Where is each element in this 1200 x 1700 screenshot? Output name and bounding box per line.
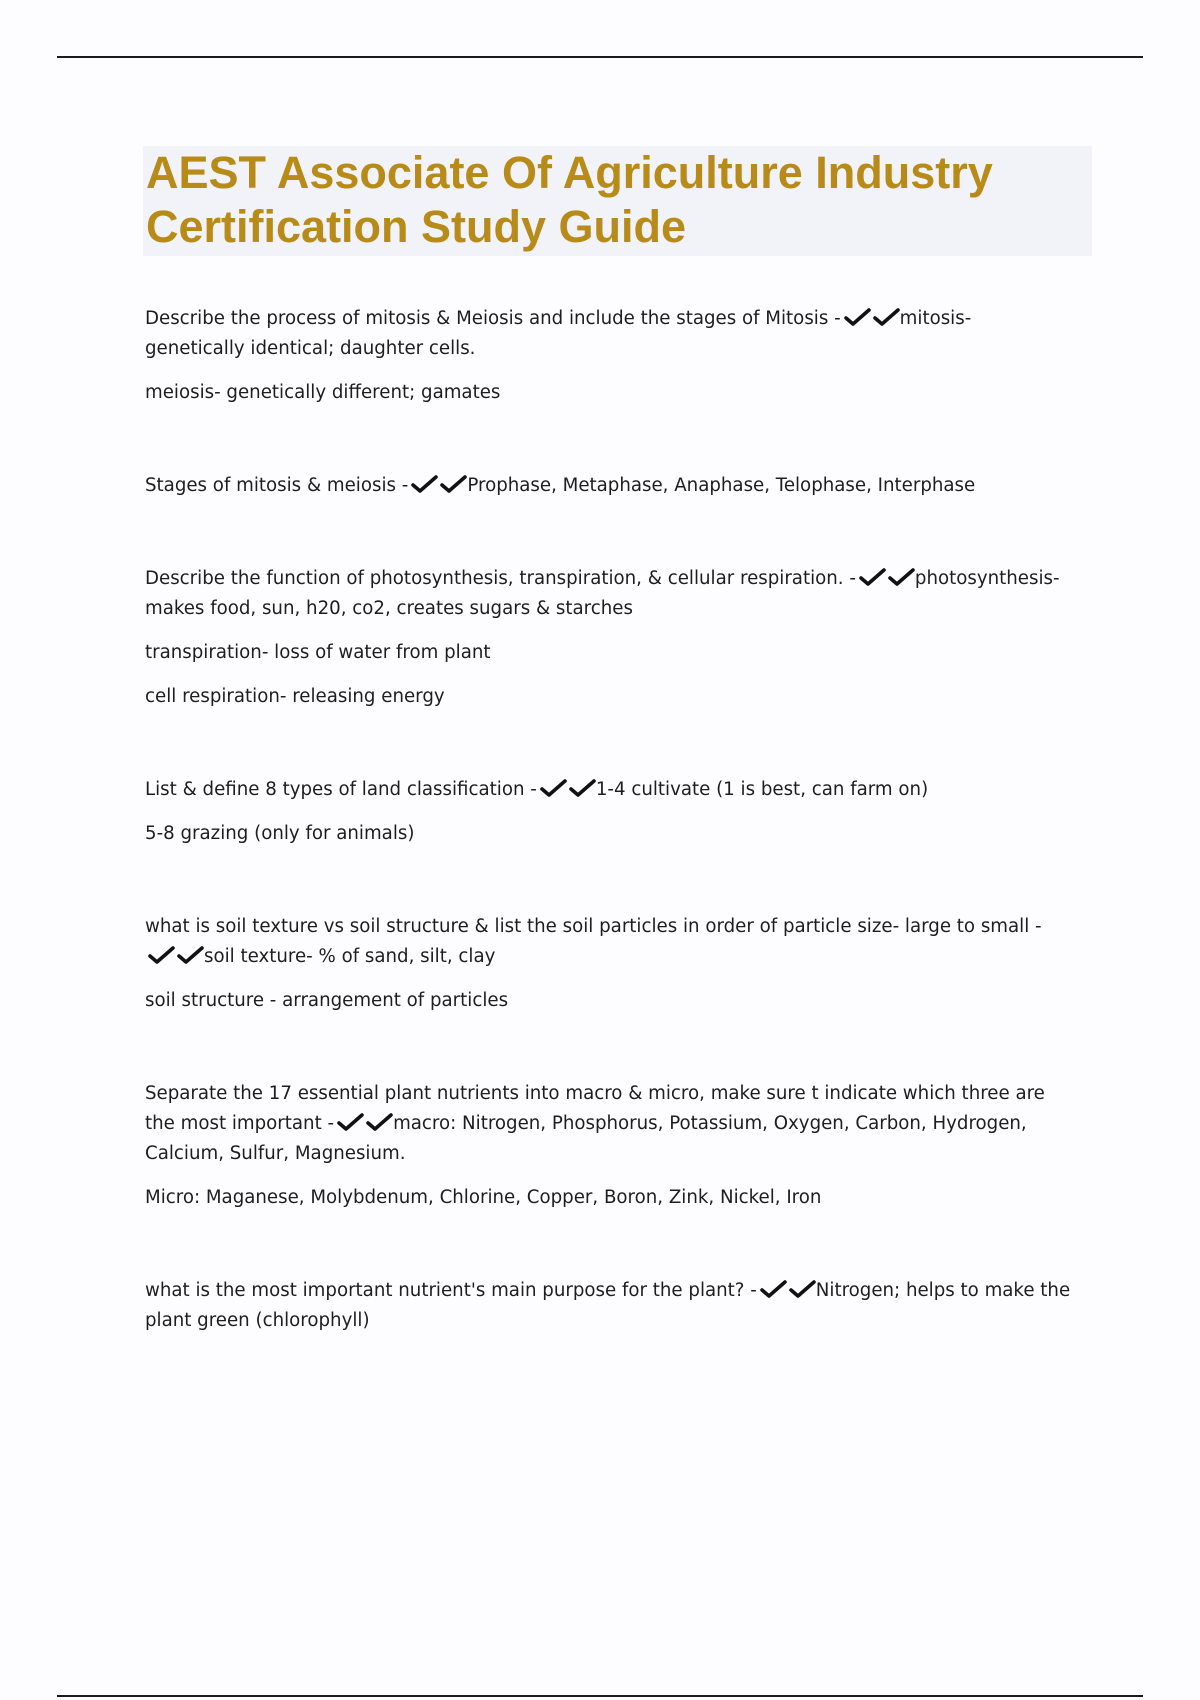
checkmark-icon (337, 1112, 364, 1132)
title-banner (143, 146, 1092, 256)
answer-extra-line: soil structure - arrangement of particles (145, 990, 509, 1011)
question-text: what is the most important nutrient's main purpose for the plant? - (145, 1280, 757, 1301)
answer-text: photosynthesis- makes food, sun, h20, co2, creates sugars & starches (145, 568, 1060, 619)
checkmark-icon (844, 307, 871, 327)
question-text: Stages of mitosis & meiosis - (145, 475, 409, 496)
answer-text: Nitrogen; helps to make the plant green (chlorophyll) (145, 1280, 1071, 1331)
checkmark-icon (411, 474, 438, 494)
qa-item (145, 1276, 1075, 1336)
answer-extra-line: transpiration- loss of water from plant (145, 642, 491, 663)
qa-item (145, 564, 1075, 712)
study-guide-body (145, 304, 1075, 1399)
qa-item (145, 471, 1075, 501)
qa-line (145, 304, 1075, 364)
answer-extra-line: 5-8 grazing (only for animals) (145, 823, 415, 844)
answer-extra-line: cell respiration- releasing energy (145, 686, 445, 707)
checkmark-icon (540, 778, 567, 798)
qa-line (145, 1276, 1075, 1336)
answer-extra-line: Micro: Maganese, Molybdenum, Chlorine, Copper, Boron, Zink, Nickel, Iron (145, 1187, 822, 1208)
qa-item (145, 912, 1075, 1016)
answer-text: mitosis- genetically identical; daughter cells. (145, 308, 972, 359)
checkmark-icon (148, 945, 175, 965)
checkmark-icon (873, 307, 900, 327)
bottom-divider (57, 1695, 1143, 1697)
checkmark-icon (177, 945, 204, 965)
qa-line (145, 775, 1075, 805)
checkmark-icon (789, 1279, 816, 1299)
checkmark-icon (859, 567, 886, 587)
top-divider (57, 56, 1143, 58)
question-text: what is soil texture vs soil structure & list the soil particles in order of particle size- large to small - (145, 916, 1042, 937)
qa-line (145, 471, 1075, 501)
qa-line (145, 1079, 1075, 1169)
answer-text: macro: Nitrogen, Phosphorus, Potassium, Oxygen, Carbon, Hydrogen, Calcium, Sulfur, Magnesium. (145, 1113, 1027, 1164)
qa-item (145, 304, 1075, 408)
qa-item (145, 1079, 1075, 1213)
question-text: Describe the function of photosynthesis, transpiration, & cellular respiration. - (145, 568, 856, 589)
question-text: Separate the 17 essential plant nutrients into macro & micro, make sure t indicate which three are the most important - (145, 1083, 1045, 1134)
checkmark-icon (569, 778, 596, 798)
page-title: AEST Associate Of Agriculture Industry Certification Study Guide (146, 147, 993, 252)
question-text: List & define 8 types of land classification - (145, 779, 537, 800)
question-text: Describe the process of mitosis & Meiosis and include the stages of Mitosis - (145, 308, 841, 329)
qa-line (145, 564, 1075, 624)
answer-text: 1-4 cultivate (1 is best, can farm on) (595, 779, 929, 800)
answer-text: Prophase, Metaphase, Anaphase, Telophase, Interphase (467, 475, 976, 496)
answer-extra-line: meiosis- genetically different; gamates (145, 382, 501, 403)
checkmark-icon (888, 567, 915, 587)
checkmark-icon (440, 474, 467, 494)
checkmark-icon (366, 1112, 393, 1132)
qa-line (145, 912, 1075, 972)
checkmark-icon (760, 1279, 787, 1299)
answer-text: soil texture- % of sand, silt, clay (204, 946, 496, 967)
qa-item (145, 775, 1075, 849)
